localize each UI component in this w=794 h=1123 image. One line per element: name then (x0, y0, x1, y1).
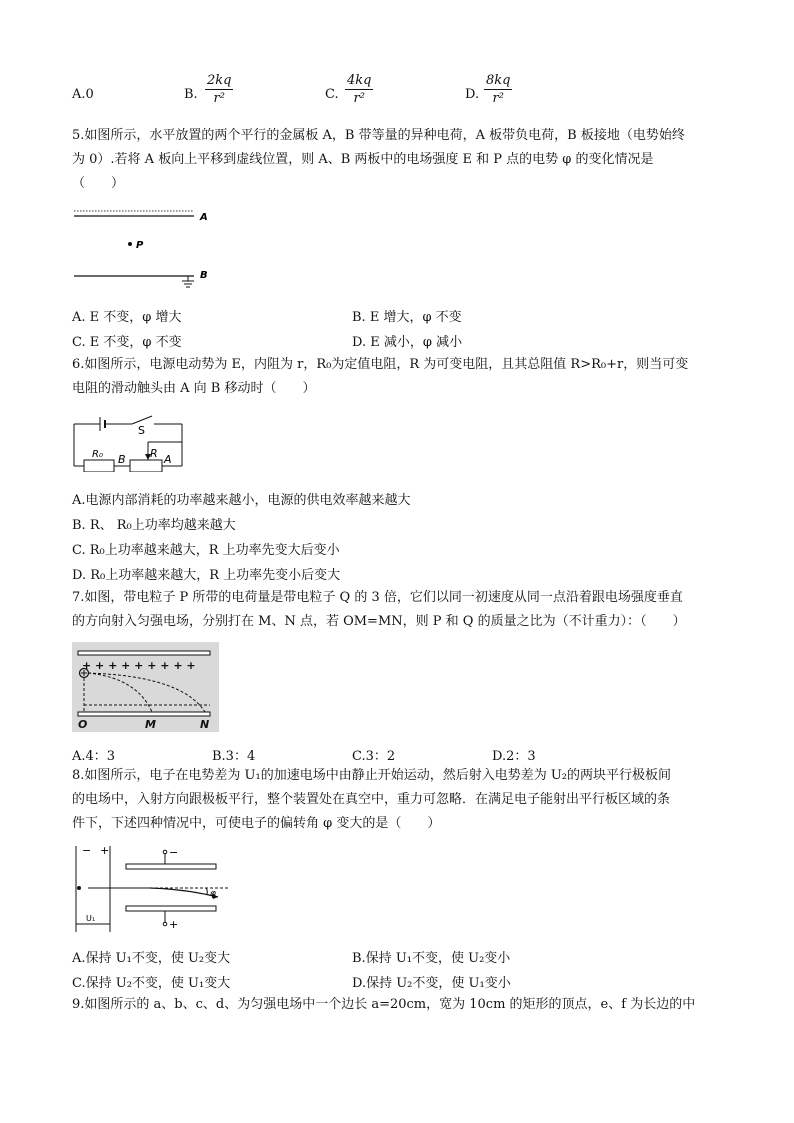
q7-bottom-plate (78, 712, 210, 716)
q6-stem-line2: 电阻的滑动触头由 A 向 B 移动时（ ） (72, 381, 316, 396)
q8-option-c: C.保持 U₂不变，使 U₁变大 (72, 976, 231, 991)
q5-option-d: D. E 减小，φ 减小 (352, 335, 463, 350)
q6-stem-line1: 6.如图所示，电源电动势为 E，内阻为 r，R₀为定值电阻，R 为可变电阻，且其总阻值 R>R₀+r，则当可变 (72, 357, 689, 372)
q8-deflection-figure (70, 844, 235, 936)
q7-label-n: N (200, 718, 210, 731)
q7-field-figure (72, 642, 219, 732)
q4-option-b-label: B. (184, 87, 198, 102)
q7-plus-charges: + + + + + + + + + (82, 659, 196, 672)
q6-option-a: A.电源内部消耗的功率越来越小，电源的供电效率越来越大 (72, 493, 411, 508)
q7-stem-line2: 的方向射入匀强电场，分别打在 M、N 点，若 OM=MN，则 P 和 Q 的质量之比为（不计重力）：（ ） (72, 614, 686, 629)
q5-stem-line2: 为 0）.若将 A 板向上平移到虚线位置，则 A、B 两板中的电场强度 E 和 P 点的电势 φ 的变化情况是 (72, 152, 654, 167)
q4-option-c-fraction (345, 73, 373, 106)
q6-option-b: B. R、 R₀上功率均越来越大 (72, 518, 236, 533)
q8-option-a: A.保持 U₁不变，使 U₂变大 (72, 951, 231, 966)
ground-icon (182, 276, 194, 287)
q5-option-a: A. E 不变，φ 增大 (72, 310, 182, 325)
q7-stem-line1: 7.如图，带电粒子 P 所带的电荷量是带电粒子 Q 的 3 倍，它们以同一初速度从同一点沿着跟电场强度垂直 (72, 590, 683, 605)
q7-top-plate (78, 651, 210, 655)
q8-minus-top: − (169, 846, 179, 859)
q5-label-p: P (136, 240, 144, 251)
q8-minus-left: − (82, 844, 92, 857)
q6-label-b: B (118, 453, 126, 466)
q4-option-d-numerator: 8kq (486, 73, 511, 88)
q4-option-b-numerator: 2kq (207, 73, 232, 88)
q4-option-d-label: D. (465, 87, 480, 102)
q6-label-r: R (150, 447, 158, 460)
r0-resistor-icon (84, 460, 114, 472)
q8-plus-left: + (100, 844, 110, 857)
q6-label-a: A (164, 453, 172, 466)
q5-label-b: B (200, 270, 208, 281)
q7-option-a: A.4：3 (72, 749, 116, 764)
q7-option-c: C.3：2 (352, 749, 396, 764)
q8-phi-label: φ (210, 889, 216, 899)
q8-option-b: B.保持 U₁不变，使 U₂变小 (352, 951, 511, 966)
q8-deflect-plate-bottom (126, 906, 216, 911)
q4-option-c-label: C. (325, 87, 339, 102)
q4-option-b-fraction (205, 73, 233, 106)
q8-u1-label: U₁ (86, 914, 96, 923)
q8-stem-line1: 8.如图所示，电子在电势差为 U₁的加速电场中由静止开始运动，然后射入电势差为 U₂的两块平行极板间 (72, 768, 672, 783)
q5-capacitor-figure (70, 205, 220, 290)
electron-icon (77, 886, 81, 890)
q8-stem-line2: 的电场中，入射方向跟极板平行，整个装置处在真空中，重力可忽略．在满足电子能射出平行板区域的条 (72, 792, 671, 807)
q5-stem-line1: 5.如图所示，水平放置的两个平行的金属板 A，B 带等量的异种电荷，A 板带负电荷，B 板接地（电势始终 (72, 128, 685, 143)
q4-option-c-numerator: 4kq (347, 73, 372, 88)
q8-stem-line3: 件下，下述四种情况中，可使电子的偏转角 φ 变大的是（ ） (72, 816, 441, 831)
q8-option-d: D.保持 U₂不变，使 U₁变小 (352, 976, 511, 991)
q4-option-b-denominator: r² (213, 91, 225, 106)
q8-deflect-plate-top (126, 864, 216, 869)
q4-option-d-fraction (484, 73, 512, 106)
q4-option-c-denominator: r² (353, 91, 365, 106)
q7-option-b: B.3：4 (212, 749, 256, 764)
q6-option-d: D. R₀上功率越来越大，R 上功率先变小后变大 (72, 568, 341, 583)
q9-stem-line1: 9.如图所示的 a、b、c、d、为匀强电场中一个边长 a=20cm，宽为 10cm 的矩形的顶点，e、f 为长边的中 (72, 997, 696, 1012)
q6-circuit-figure (70, 412, 190, 472)
q7-label-m: M (145, 718, 156, 731)
q5-label-a: A (200, 212, 208, 223)
q5-point-p (128, 242, 132, 246)
q5-stem-line3: （ ） (72, 176, 125, 191)
q6-option-c: C. R₀上功率越来越大，R 上功率先变大后变小 (72, 543, 340, 558)
q8-plus-bottom: + (169, 918, 179, 931)
q6-label-s: S (138, 424, 145, 437)
q7-label-o: O (78, 718, 88, 731)
switch-icon (132, 416, 152, 424)
q4-option-d-denominator: r² (492, 91, 504, 106)
q7-option-d: D.2：3 (492, 749, 536, 764)
q5-option-c: C. E 不变，φ 不变 (72, 335, 182, 350)
r-resistor-icon (130, 460, 162, 472)
q5-option-b: B. E 增大，φ 不变 (352, 310, 462, 325)
q4-option-a: A.0 (72, 87, 94, 102)
q6-label-r0: R₀ (92, 449, 103, 460)
